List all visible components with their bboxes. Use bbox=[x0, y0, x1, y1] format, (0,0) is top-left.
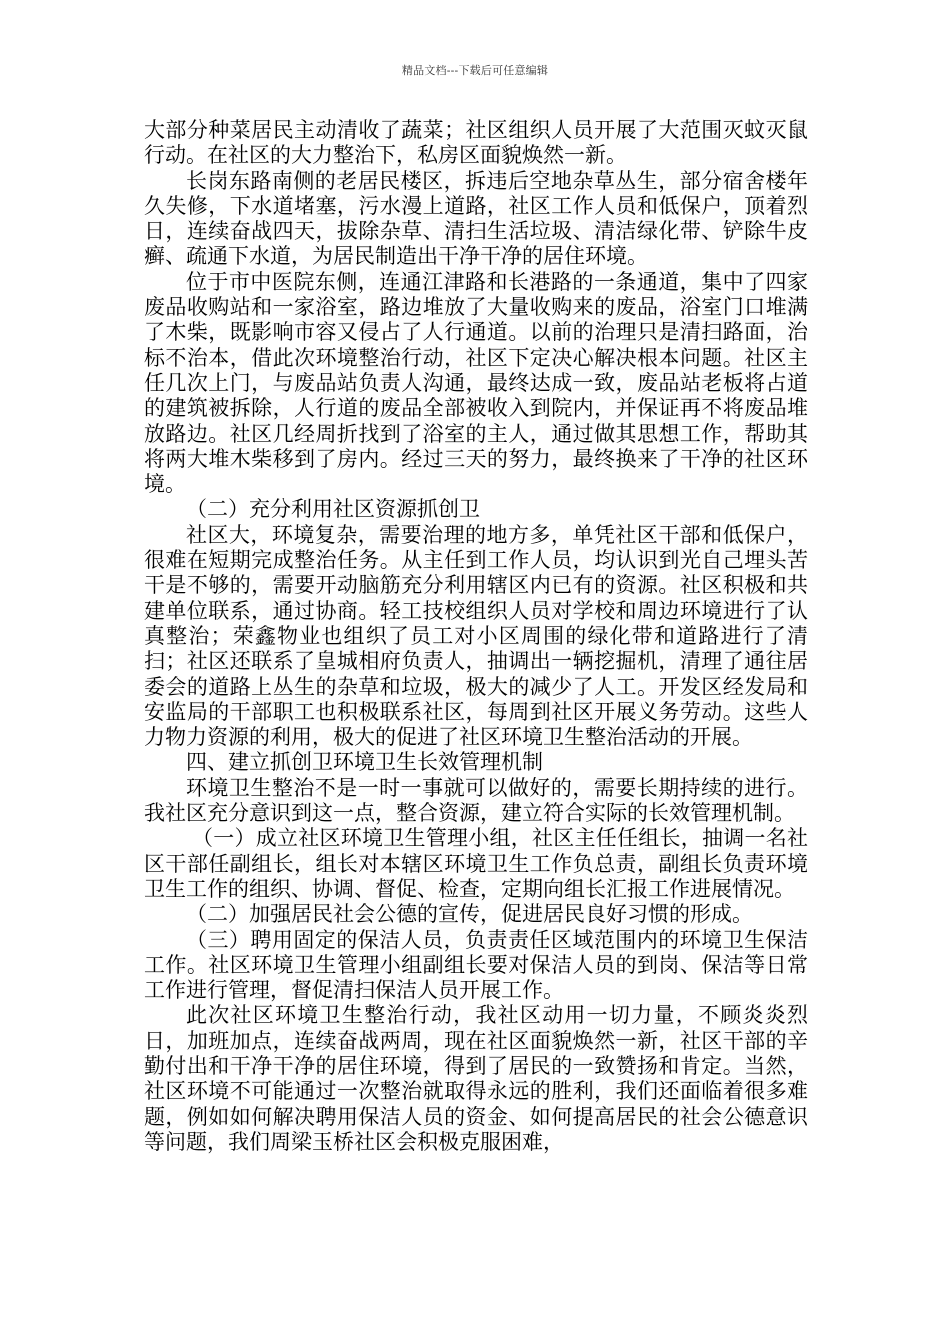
paragraph: 大部分种菜居民主动清收了蔬菜；社区组织人员开展了大范围灭蚊灭鼠行动。在社区的大力整治下，私房区面貌焕然一新。 bbox=[144, 118, 808, 168]
list-item: （二）加强居民社会公德的宣传，促进居民良好习惯的形成。 bbox=[186, 902, 753, 927]
section-heading: （二）充分利用社区资源抓创卫 bbox=[186, 497, 480, 522]
page-header: 精品文档---下载后可任意编辑 bbox=[401, 64, 549, 77]
paragraph: 位于市中医院东侧，连通江津路和长港路的一条通道，集中了四家废品收购站和一家浴室，路边堆放了大量收购来的废品，浴室门口堆满了木柴，既影响市容又侵占了人行通道。以前的治理只是清扫路面，治标不治本，借此次环境整治行动，社区下定决心解决根本问题。社区主任几次上门，与废品站负责人沟通，最终达成一致，废品站老板将占道的建筑被拆除，人行道的废品全部被收入到院内，并保证再不将废品堆放路边。社区几经周折找到了浴室的主人，通过做其思想工作，帮助其将两大堆木柴移到了房内。经过三天的努力，最终换来了干净的社区环境。 bbox=[144, 269, 808, 497]
paragraph: 社区大，环境复杂，需要治理的地方多，单凭社区干部和低保户，很难在短期完成整治任务。从主任到工作人员，均认识到光自己埋头苦干是不够的，需要开动脑筋充分利用辖区内已有的资源。社区积极和共建单位联系，通过协商。轻工技校组织人员对学校和周边环境进行了认真整治；荣鑫物业也组织了员工对小区周围的绿化带和道路进行了清扫；社区还联系了皇城相府负责人，抽调出一辆挖掘机，清理了通往居委会的道路上丛生的杂草和垃圾，极大的减少了人工。开发区经发局和安监局的干部职工也积极联系社区，每周到社区开展义务劳动。这些人力物力资源的利用，极大的促进了社区环境卫生整治活动的开展。 bbox=[144, 522, 808, 750]
paragraph: 此次社区环境卫生整治行动，我社区动用一切力量，不顾炎炎烈日，加班加点，连续奋战两周，现在社区面貌焕然一新，社区干部的辛勤付出和干净干净的居住环境，得到了居民的一致赞扬和肯定。当然，社区环境不可能通过一次整治就取得永远的胜利，我们还面临着很多难题，例如如何解决聘用保洁人员的资金、如何提高居民的社会公德意识等问题，我们周梁玉桥社区会积极克服困难， bbox=[144, 1003, 808, 1154]
section-heading: 四、建立抓创卫环境卫生长效管理机制 bbox=[186, 750, 543, 775]
list-item: （三）聘用固定的保洁人员，负责责任区域范围内的环境卫生保洁工作。社区环境卫生管理小组副组长要对保洁人员的到岗、保洁等日常工作进行管理，督促清扫保洁人员开展工作。 bbox=[144, 927, 808, 1003]
list-item: （一）成立社区环境卫生管理小组，社区主任任组长，抽调一名社区干部任副组长，组长对本辖区环境卫生工作负总责，副组长负责环境卫生工作的组织、协调、督促、检查，定期向组长汇报工作进展情况。 bbox=[144, 826, 808, 901]
paragraph: 长岗东路南侧的老居民楼区，拆违后空地杂草丛生，部分宿舍楼年久失修，下水道堵塞，污水漫上道路，社区工作人员和低保户，顶着烈日，连续奋战四天，拔除杂草、清扫生活垃圾、清洁绿化带、铲除牛皮癣、疏通下水道，为居民制造出干净干净的居住环境。 bbox=[144, 168, 808, 269]
document-body bbox=[144, 118, 808, 1155]
paragraph: 环境卫生整治不是一时一事就可以做好的，需要长期持续的进行。我社区充分意识到这一点，整合资源，建立符合实际的长效管理机制。 bbox=[144, 775, 808, 826]
